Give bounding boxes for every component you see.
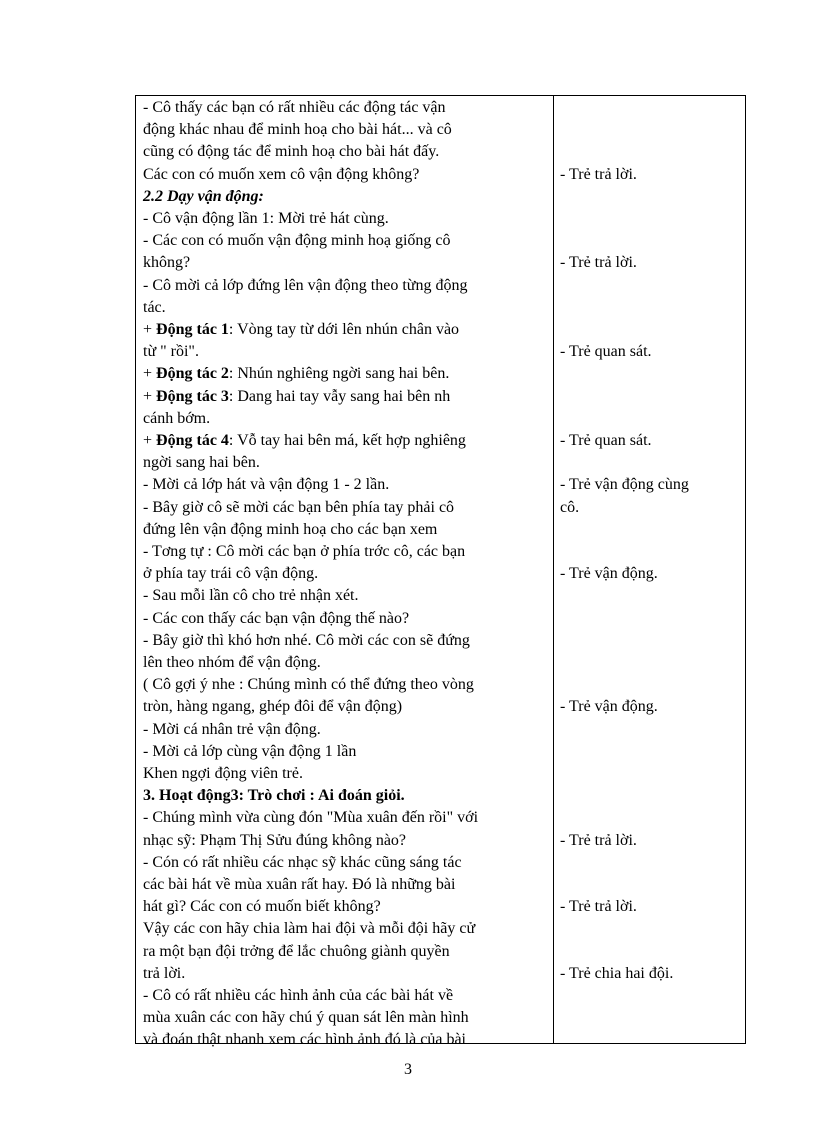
teacher-text-line: - Bây giờ cô sẽ mời các bạn bên phía tay phải cô: [143, 498, 455, 516]
teacher-text-line: - Bây giờ thì khó hơn nhé. Cô mời các con sẽ đứng: [143, 631, 470, 649]
teacher-text-line: - Mời cả lớp cùng vận động 1 lần: [143, 742, 357, 760]
child-response-line: cô.: [560, 498, 580, 516]
teacher-text-line: từ " rồi".: [143, 343, 199, 361]
teacher-text-line: - Sau mỗi lần cô cho trẻ nhận xét.: [143, 587, 359, 605]
teacher-text-line: - Cô thấy các bạn có rất nhiều các động tác vận: [143, 99, 446, 116]
line-prefix: +: [143, 365, 157, 383]
teacher-text-line: Khen ngợi động viên trẻ.: [143, 765, 303, 782]
movement-description: : Vòng tay từ dới lên nhún chân vào: [228, 321, 460, 338]
teacher-text-line: trả lời.: [143, 964, 186, 982]
teacher-text-line: - Cô vận động lần 1: Mời trẻ hát cùng.: [143, 210, 389, 227]
teacher-text-line: [143, 363, 449, 385]
teacher-text-line: không?: [143, 254, 191, 272]
teacher-text-line: ngời sang hai bên.: [143, 454, 260, 472]
teacher-text-line: đứng lên vận động minh hoạ cho các bạn xem: [143, 520, 438, 538]
movement-description: : Vỗ tay hai bên má, kết hợp nghiêng: [228, 432, 466, 449]
teacher-text-line: - Mời cả lớp hát và vận động 1 - 2 lần.: [143, 476, 390, 494]
movement-description: : Nhún nghiêng ngời sang hai bên.: [228, 365, 450, 383]
child-response-line: - Trẻ chia hai đội.: [560, 964, 674, 982]
child-response-line: - Trẻ quan sát.: [560, 343, 652, 361]
column-divider: [553, 95, 554, 1044]
teacher-text-line: Vậy các con hãy chia làm hai đội và mỗi đội hãy cử: [143, 920, 476, 938]
teacher-text-line: cũng có động tác để minh hoạ cho bài hát đấy.: [143, 143, 440, 161]
teacher-text-line: hát gì? Các con có muốn biết không?: [143, 898, 381, 916]
teacher-text-line: [143, 319, 459, 341]
line-prefix: +: [143, 387, 157, 405]
teacher-text-line: mùa xuân các con hãy chú ý quan sát lên màn hình: [143, 1009, 469, 1027]
teacher-text-line: - Các con có muốn vận động minh hoạ giống cô: [143, 232, 451, 250]
teacher-text-line: tròn, hàng ngang, ghép đôi để vận động): [143, 698, 403, 716]
child-response-line: - Trẻ trả lời.: [560, 898, 637, 916]
teacher-text-line: [143, 386, 450, 408]
teacher-text-line: [143, 430, 466, 452]
teacher-text-line: - Cô có rất nhiều các hình ảnh của các bài hát về: [143, 987, 454, 1004]
teacher-text-line: - Cô mời cả lớp đứng lên vận động theo từng động: [143, 276, 468, 294]
teacher-text-line: - Tơng tự : Cô mời các bạn ở phía trớc cô, các bạn: [143, 543, 466, 560]
line-prefix: +: [143, 321, 157, 338]
teacher-text-line: - Chúng mình vừa cùng đón "Mùa xuân đến rồi" với: [143, 809, 479, 827]
teacher-text-line: Các con có muốn xem cô vận động không?: [143, 165, 420, 183]
teacher-text-line: - Mời cá nhân trẻ vận động.: [143, 720, 321, 738]
child-response-line: - Trẻ trả lời.: [560, 254, 637, 272]
teacher-text-line: cánh bớm.: [143, 409, 211, 427]
teacher-text-line: và đoán thật nhanh xem các hình ảnh đó là của bài: [143, 1031, 466, 1049]
teacher-text-line: - Các con thấy các bạn vận động thế nào?: [143, 609, 410, 627]
teacher-text-line: các bài hát về mùa xuân rất hay. Đó là những bài: [143, 876, 456, 893]
teacher-text-line: ( Cô gợi ý nhe : Chúng mình có thể đứng theo vòng: [143, 676, 474, 694]
child-response-line: - Trẻ quan sát.: [560, 432, 652, 449]
movement-description: : Dang hai tay vẫy sang hai bên nh: [228, 387, 451, 405]
teacher-text-line: tác.: [143, 298, 166, 316]
teacher-text-line: - Cón có rất nhiều các nhạc sỹ khác cũng sáng tác: [143, 853, 462, 871]
line-prefix: +: [143, 432, 157, 449]
child-response-line: - Trẻ trả lời.: [560, 831, 637, 849]
movement-label: Động tác 1: [156, 321, 229, 338]
teacher-text-line: ra một bạn đội trởng để lắc chuông giành quyền: [143, 942, 450, 960]
teacher-text-line: động khác nhau để minh hoạ cho bài hát... và cô: [143, 121, 452, 139]
child-response-line: - Trẻ vận động cùng: [560, 476, 689, 494]
teacher-text-line: ở phía tay trái cô vận động.: [143, 565, 319, 583]
movement-label: Động tác 3: [156, 387, 229, 405]
movement-label: Động tác 2: [156, 365, 229, 383]
movement-label: Động tác 4: [156, 432, 229, 449]
child-response-line: - Trẻ vận động.: [560, 698, 658, 716]
child-response-line: - Trẻ trả lời.: [560, 165, 637, 183]
teacher-text-line: lên theo nhóm để vận động.: [143, 654, 321, 671]
page-number: 3: [404, 1061, 412, 1078]
section-heading: 3. Hoạt động3: Trò chơi : Ai đoán giỏi.: [143, 787, 405, 805]
teacher-text-line: nhạc sỹ: Phạm Thị Sửu đúng không nào?: [143, 831, 407, 849]
section-heading: 2.2 Dạy vận động:: [143, 187, 264, 205]
child-response-line: - Trẻ vận động.: [560, 565, 658, 583]
